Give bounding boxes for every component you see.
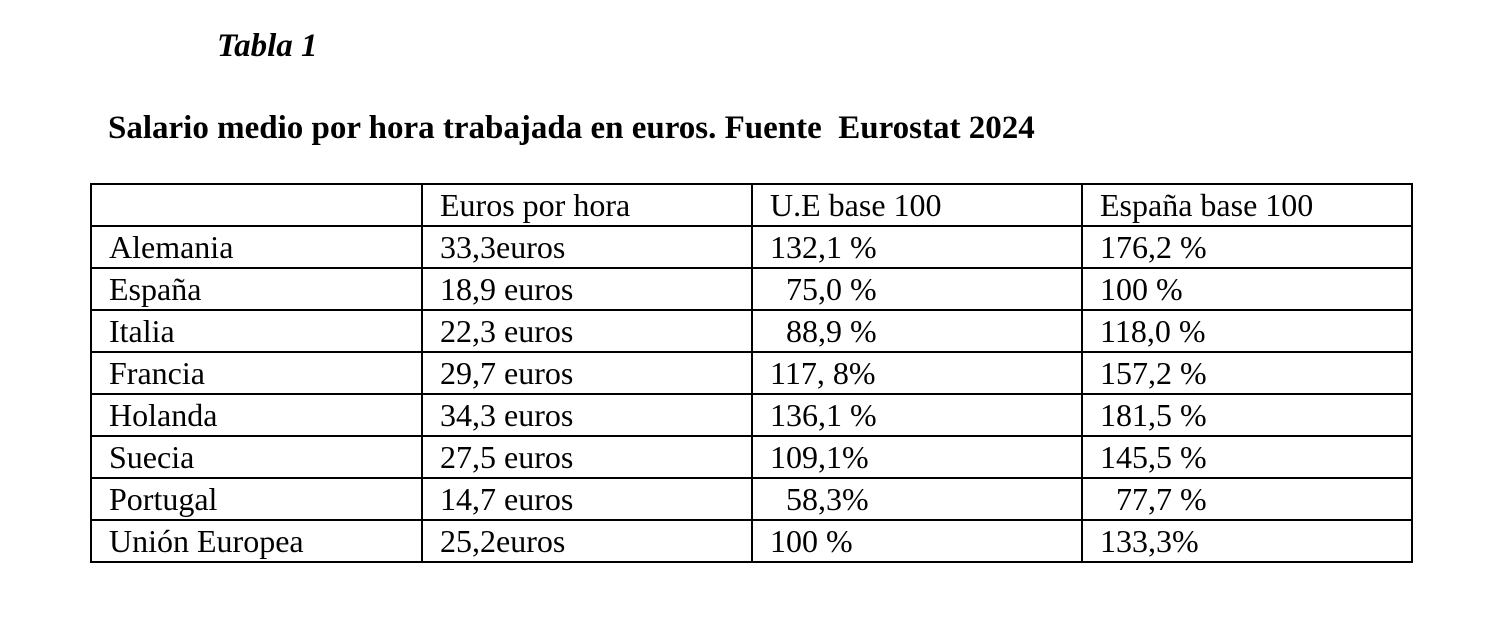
country-cell: Holanda xyxy=(91,394,422,436)
table-row xyxy=(91,520,1412,562)
table-row xyxy=(91,268,1412,310)
salary-table xyxy=(90,183,1413,563)
country-cell: Suecia xyxy=(91,436,422,478)
spain-index-cell: 118,0 % xyxy=(1082,310,1412,352)
euros-cell: 25,2euros xyxy=(422,520,752,562)
euros-cell: 14,7 euros xyxy=(422,478,752,520)
table-row xyxy=(91,226,1412,268)
eu-index-cell: 58,3% xyxy=(752,478,1082,520)
eu-index-cell: 117, 8% xyxy=(752,352,1082,394)
country-cell: Italia xyxy=(91,310,422,352)
country-cell: Unión Europea xyxy=(91,520,422,562)
header-cell-eu-base-100: U.E base 100 xyxy=(752,184,1082,226)
country-cell: Portugal xyxy=(91,478,422,520)
eu-index-cell: 109,1% xyxy=(752,436,1082,478)
euros-cell: 18,9 euros xyxy=(422,268,752,310)
spain-index-cell: 100 % xyxy=(1082,268,1412,310)
eu-index-cell: 100 % xyxy=(752,520,1082,562)
spain-index-cell: 145,5 % xyxy=(1082,436,1412,478)
country-cell: España xyxy=(91,268,422,310)
spain-index-cell: 176,2 % xyxy=(1082,226,1412,268)
eu-index-cell: 88,9 % xyxy=(752,310,1082,352)
eu-index-cell: 136,1 % xyxy=(752,394,1082,436)
spain-index-cell: 157,2 % xyxy=(1082,352,1412,394)
header-cell-country xyxy=(91,184,422,226)
table-row xyxy=(91,310,1412,352)
country-cell: Alemania xyxy=(91,226,422,268)
eu-index-cell: 75,0 % xyxy=(752,268,1082,310)
table-row xyxy=(91,352,1412,394)
euros-cell: 33,3euros xyxy=(422,226,752,268)
country-cell: Francia xyxy=(91,352,422,394)
table-title: Salario medio por hora trabajada en euros. Fuente Eurostat 2024 xyxy=(108,110,1035,146)
table-header-row xyxy=(91,184,1412,226)
spain-index-cell: 77,7 % xyxy=(1082,478,1412,520)
header-cell-spain-base-100: España base 100 xyxy=(1082,184,1412,226)
eu-index-cell: 132,1 % xyxy=(752,226,1082,268)
euros-cell: 29,7 euros xyxy=(422,352,752,394)
euros-cell: 22,3 euros xyxy=(422,310,752,352)
euros-cell: 27,5 euros xyxy=(422,436,752,478)
spain-index-cell: 181,5 % xyxy=(1082,394,1412,436)
table-row xyxy=(91,394,1412,436)
header-cell-euros-per-hour: Euros por hora xyxy=(422,184,752,226)
table-caption: Tabla 1 xyxy=(217,28,318,64)
spain-index-cell: 133,3% xyxy=(1082,520,1412,562)
euros-cell: 34,3 euros xyxy=(422,394,752,436)
table-row xyxy=(91,478,1412,520)
table-row xyxy=(91,436,1412,478)
